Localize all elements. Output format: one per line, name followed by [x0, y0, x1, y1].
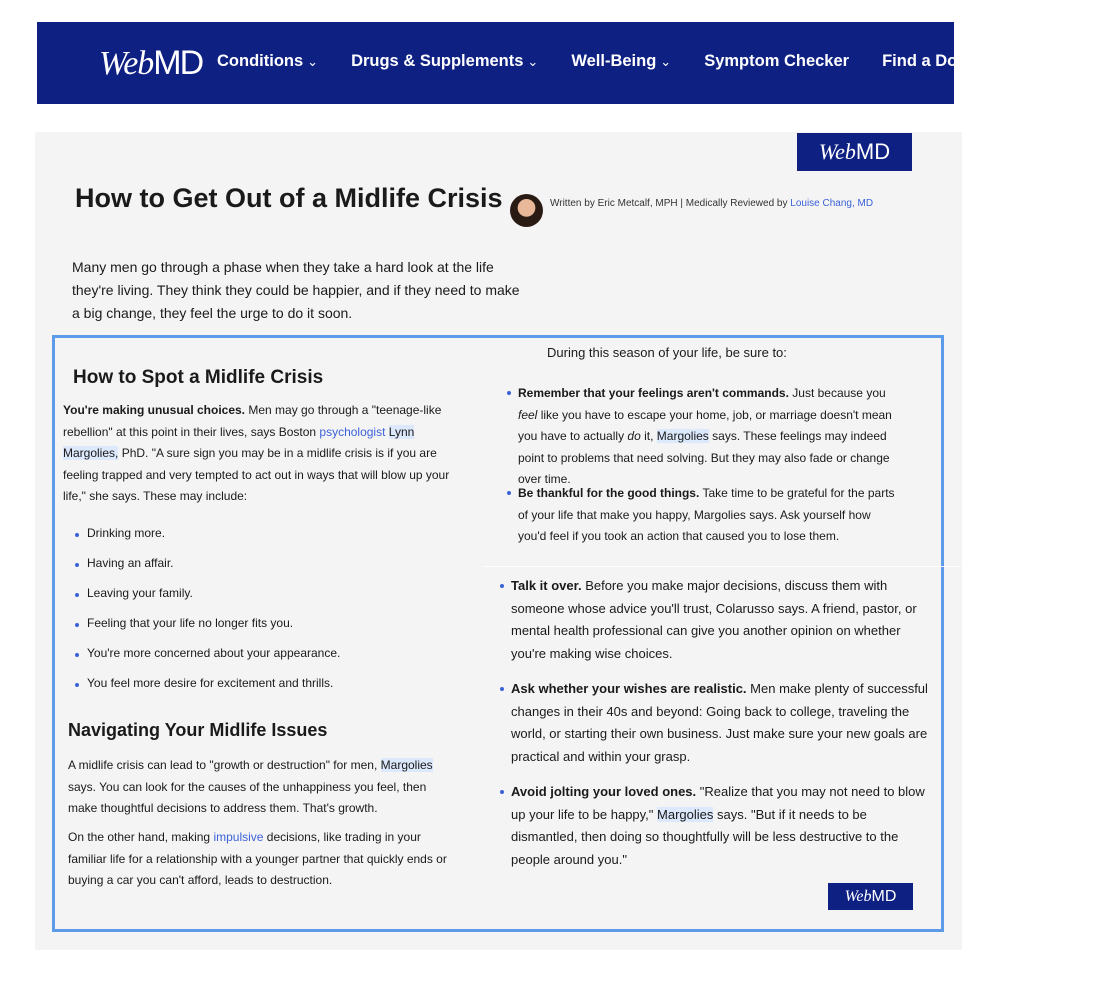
webmd-badge: Web MD [797, 133, 912, 171]
webmd-logo[interactable]: WebMD [99, 44, 203, 82]
section-heading-navigating: Navigating Your Midlife Issues [68, 720, 328, 740]
list-item: Avoid jolting your loved ones. "Realize that you may not need to blow up your life to be happy," Margolies says. "But if it needs to be dismantled, then doing so thoughtfully will be less destructive to the people around you." [500, 781, 928, 871]
impulsive-link[interactable]: impulsive [213, 830, 264, 844]
highlighted-name: Margolies [656, 429, 709, 443]
paragraph-destruction: On the other hand, making impulsive decisions, like trading in your familiar life for a relationship with a younger partner that quickly ends or buying a car you can't afford, leads to destruction. [68, 830, 447, 887]
list-item: Drinking more. [75, 526, 165, 540]
psychologist-link[interactable]: psychologist [319, 424, 386, 439]
highlighted-name: Margolies [380, 758, 433, 772]
highlighted-name: Lynn Margolies, [63, 424, 415, 460]
nav-item-more[interactable]: More ⌄ [1021, 52, 1076, 70]
nav-menu [217, 52, 1109, 71]
chevron-down-icon: ⌄ [307, 54, 319, 69]
nav-item-well-being[interactable]: Well-Being ⌄ [571, 52, 672, 70]
paragraph-unusual-choices: You're making unusual choices. Men may go through a "teenage-like rebellion" at this point in their lives, says Boston psychologist Lynn Margolies, PhD. "A sure sign you may be in a midlife crisis is if you are feeling trapped and very tempted to act out in ways that will blow up your life," she says. These may include: [63, 403, 450, 503]
list-item: You feel more desire for excitement and thrills. [75, 676, 333, 690]
byline: Written by Eric Metcalf, MPH | Medically Reviewed by Louise Chang, MD [550, 198, 874, 209]
list-item: Be thankful for the good things. Take time to be grateful for the parts of your life that make you happy, Margolies says. Ask yourself how you'd feel if you took an action that caused you to lose them. [507, 483, 902, 548]
season-intro: During this season of your life, be sure to: [547, 345, 787, 360]
list-item: Having an affair. [75, 556, 174, 570]
webmd-badge: Web MD [828, 883, 913, 910]
list-item: Talk it over. Before you make major decisions, discuss them with someone whose advice you'll trust, Colarusso says. A friend, pastor, or mental health professional can give you another opinion on whether you're making wise choices. [500, 575, 928, 665]
chevron-down-icon: ⌄ [1064, 54, 1076, 69]
nav-item-symptom-checker[interactable]: Symptom Checker [704, 52, 850, 70]
divider [483, 566, 961, 567]
list-item: Feeling that your life no longer fits you. [75, 616, 293, 630]
list-item: Ask whether your wishes are realistic. Men make plenty of successful changes in their 40s and beyond: Going back to college, traveling the world, or starting their own business. Just make sure your new goals are practical and within your grasp. [500, 678, 928, 768]
chevron-down-icon: ⌄ [527, 54, 539, 69]
nav-item-find-a-doctor[interactable]: Find a Doctor [882, 52, 989, 70]
top-nav-bar [37, 22, 1076, 104]
list-item: Leaving your family. [75, 586, 193, 600]
chevron-down-icon: ⌄ [660, 54, 672, 69]
page-title: How to Get Out of a Midlife Crisis [75, 183, 503, 213]
article-intro: Many men go through a phase when they take a hard look at the life they're living. They think they could be happier, and if they need to make a big change, they feel the urge to do it soon. [72, 259, 520, 321]
nav-item-conditions[interactable]: Conditions ⌄ [217, 52, 319, 70]
paragraph-growth: A midlife crisis can lead to "growth or destruction" for men, Margolies says. You can look for the causes of the unhappiness you feel, then make thoughtful decisions to address them. That's growth. [68, 758, 433, 815]
nav-item-drugs-supplements[interactable]: Drugs & Supplements ⌄ [351, 52, 539, 70]
section-heading-spot: How to Spot a Midlife Crisis [73, 367, 324, 388]
highlighted-name: Margolies [657, 806, 714, 822]
list-item: Remember that your feelings aren't commands. Just because you feel like you have to escape your home, job, or marriage doesn't mean you have to actually do it, Margolies says. These feelings may indeed point to problems that need solving. But they may also fade or change over time. [507, 383, 902, 491]
author-avatar [510, 194, 543, 227]
list-item: You're more concerned about your appearance. [75, 646, 340, 660]
reviewer-link[interactable]: Louise Chang, MD [790, 198, 874, 209]
